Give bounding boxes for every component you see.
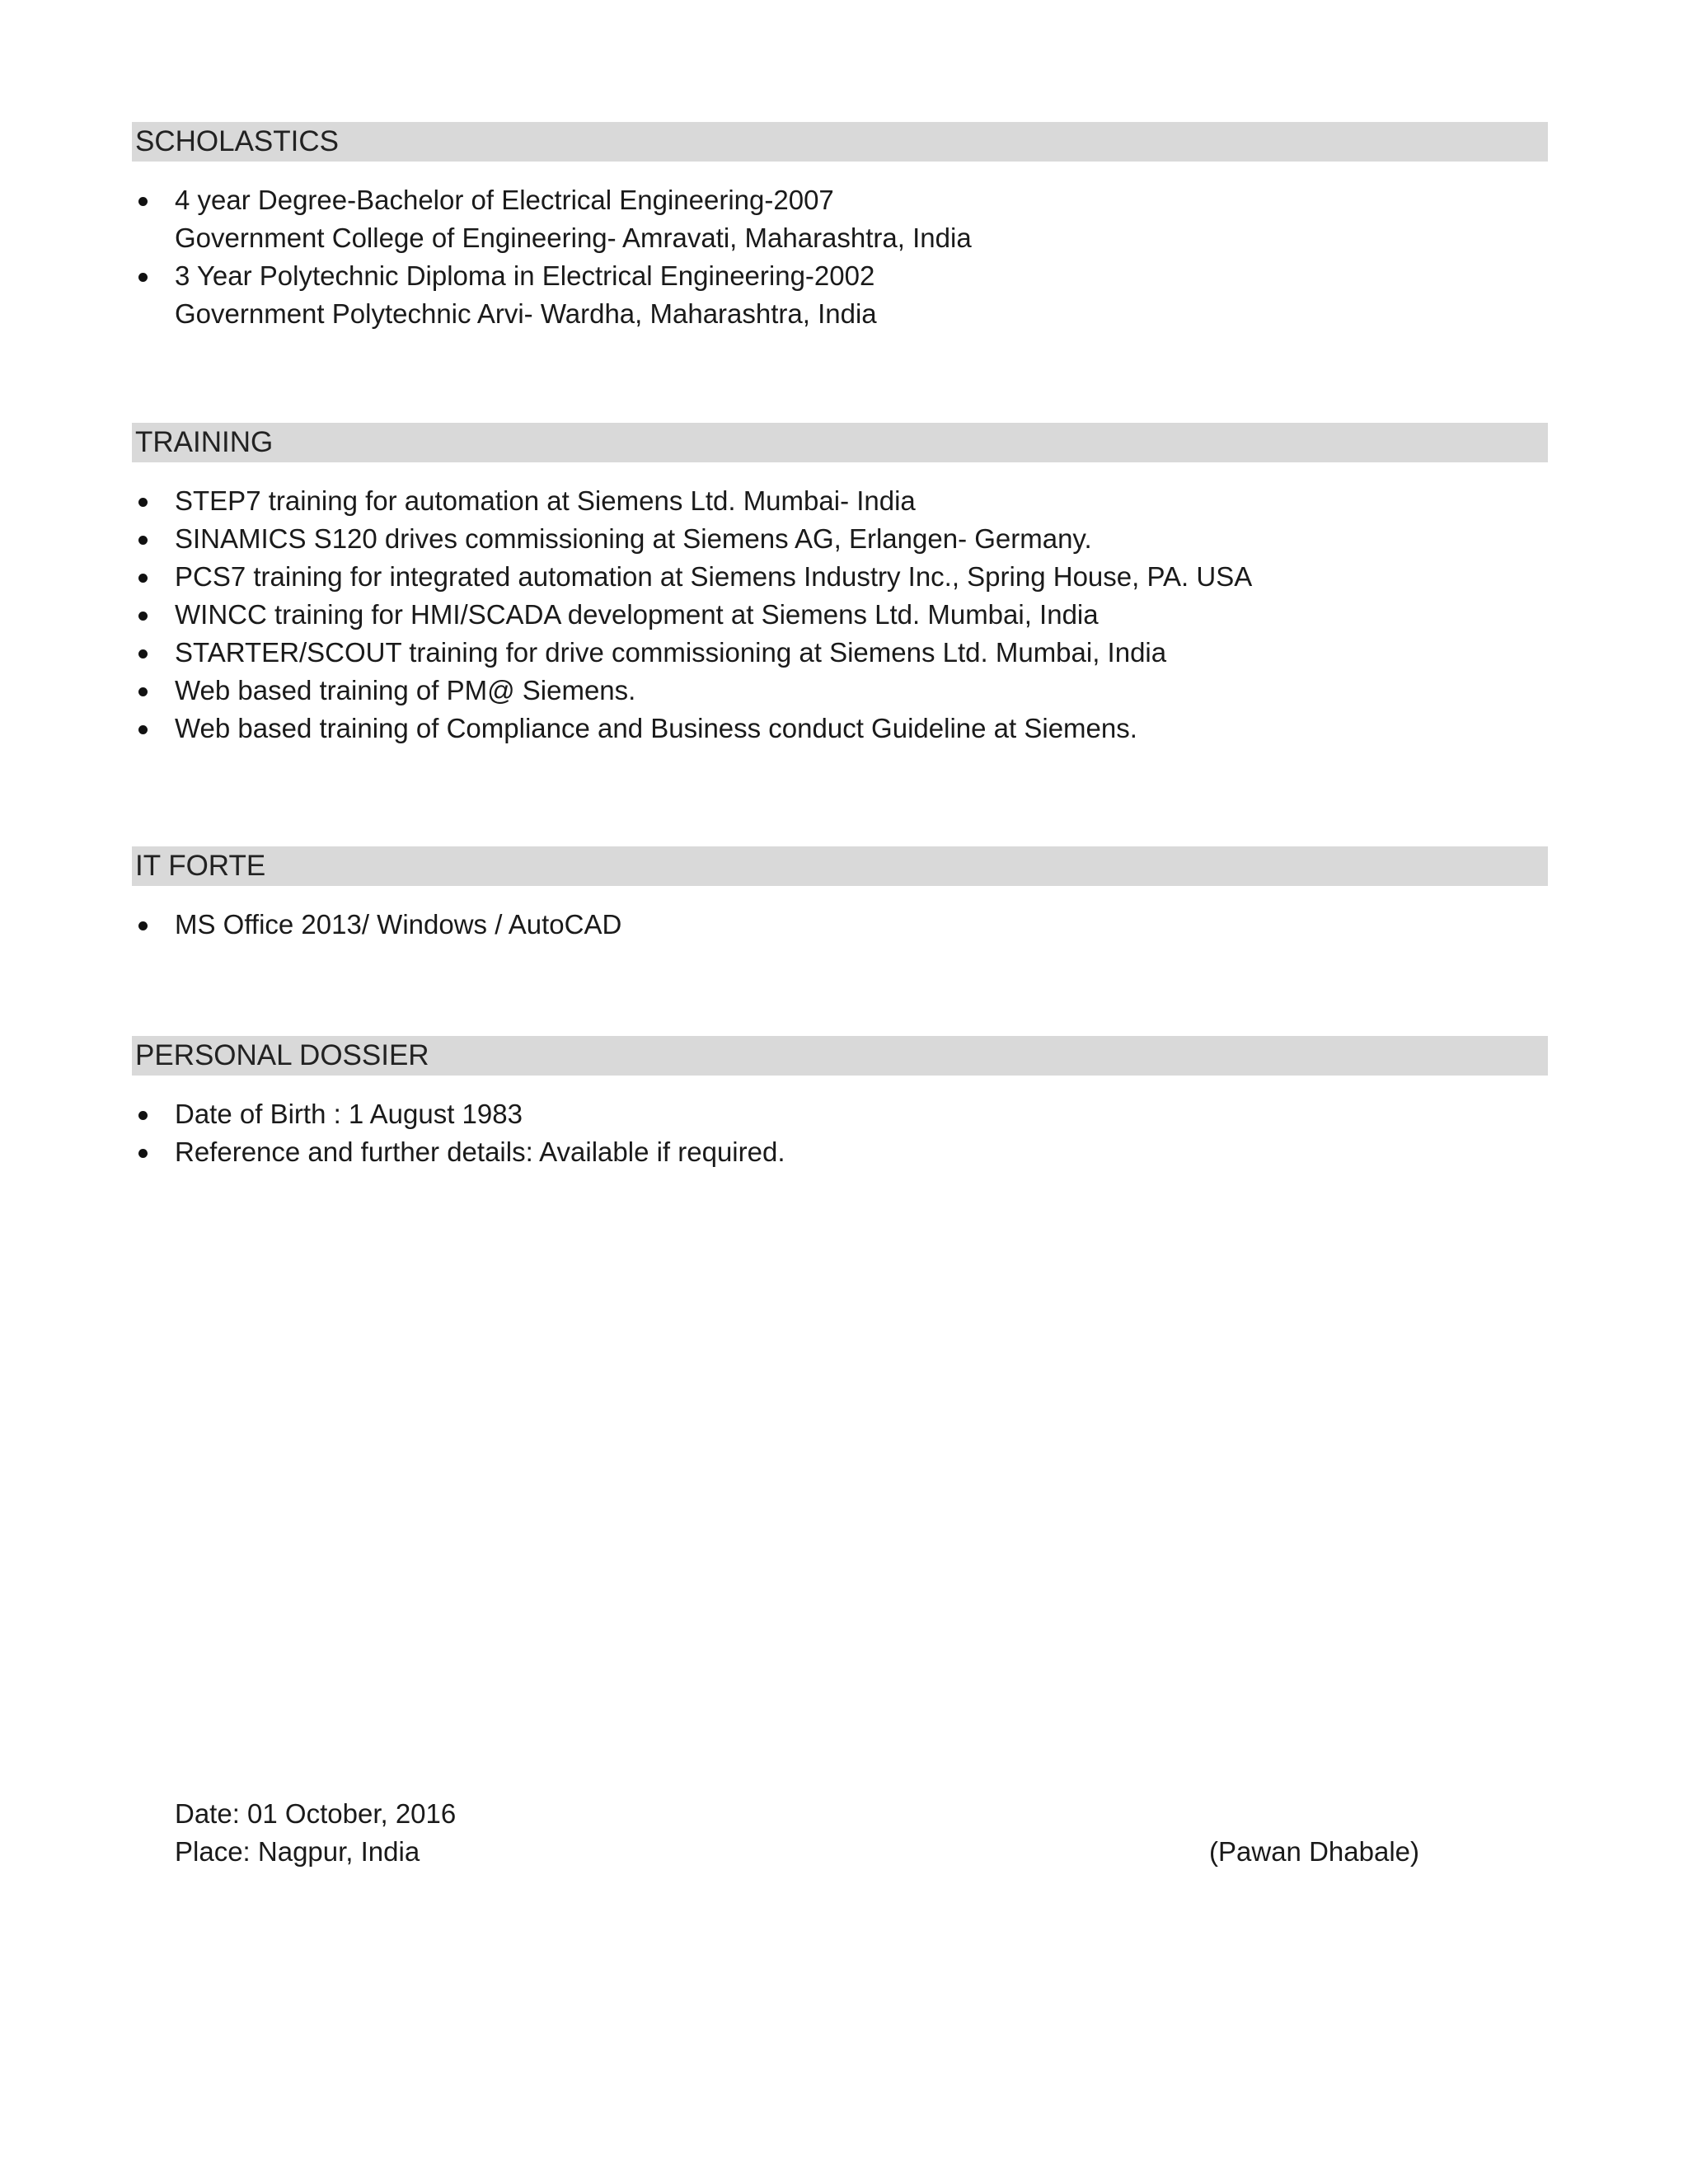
date-of-birth: Date of Birth : 1 August 1983: [175, 1099, 523, 1129]
list-item: [132, 1095, 1548, 1133]
diploma-title: 3 Year Polytechnic Diploma in Electrical Engineering-2002: [175, 260, 875, 291]
section-heading: SCHOLASTICS: [132, 122, 1548, 162]
bullet-icon: [138, 612, 148, 621]
list-item: [132, 558, 1548, 596]
bullet-icon: [138, 536, 148, 545]
degree-institution: Government College of Engineering- Amravati, Maharashtra, India: [175, 223, 972, 253]
bullet-icon: [138, 725, 148, 734]
bullet-icon: [138, 921, 148, 930]
list-item: [132, 596, 1548, 634]
diploma-institution: Government Polytechnic Arvi- Wardha, Maharashtra, India: [175, 298, 877, 329]
list-item: [132, 1133, 1548, 1171]
personal-dossier-list: [132, 1095, 1548, 1171]
reference-details: Reference and further details: Available if required.: [175, 1137, 785, 1167]
section-personal-dossier: [132, 1036, 1548, 1171]
training-item-text: WINCC training for HMI/SCADA development at Siemens Ltd. Mumbai, India: [175, 599, 1099, 630]
list-item: [132, 482, 1548, 520]
section-scholastics: [132, 122, 1548, 333]
section-it-forte: [132, 846, 1548, 944]
list-item: [132, 710, 1548, 748]
footer: [175, 1795, 1419, 1871]
training-item-text: Web based training of Compliance and Business conduct Guideline at Siemens.: [175, 713, 1137, 743]
training-item-text: Web based training of PM@ Siemens.: [175, 675, 636, 705]
bullet-icon: [138, 574, 148, 583]
footer-date-row: [175, 1795, 1419, 1833]
bullet-icon: [138, 273, 148, 282]
bullet-icon: [138, 1149, 148, 1158]
section-heading: IT FORTE: [132, 846, 1548, 886]
training-item-text: SINAMICS S120 drives commissioning at Siemens AG, Erlangen- Germany.: [175, 523, 1092, 554]
bullet-icon: [138, 687, 148, 696]
bullet-icon: [138, 649, 148, 658]
it-skill-text: MS Office 2013/ Windows / AutoCAD: [175, 909, 622, 940]
degree-title: 4 year Degree-Bachelor of Electrical Engineering-2007: [175, 185, 834, 215]
bullet-icon: [138, 498, 148, 507]
scholastics-list: [132, 181, 1548, 333]
section-heading: PERSONAL DOSSIER: [132, 1036, 1548, 1076]
it-forte-list: [132, 906, 1548, 944]
training-item-text: STARTER/SCOUT training for drive commissioning at Siemens Ltd. Mumbai, India: [175, 637, 1167, 668]
footer-date: Date: 01 October, 2016: [175, 1798, 457, 1829]
training-item-text: PCS7 training for integrated automation at Siemens Industry Inc., Spring House, PA. USA: [175, 561, 1253, 592]
signature-name: (Pawan Dhabale): [1209, 1836, 1419, 1867]
list-item: [132, 181, 1548, 257]
list-item: [132, 257, 1548, 333]
section-training: [132, 423, 1548, 748]
bullet-icon: [138, 197, 148, 206]
footer-place: Place: Nagpur, India: [175, 1836, 420, 1867]
list-item: [132, 672, 1548, 710]
footer-place-row: [175, 1833, 1419, 1871]
section-heading: TRAINING: [132, 423, 1548, 462]
list-item: [132, 634, 1548, 672]
training-item-text: STEP7 training for automation at Siemens Ltd. Mumbai- India: [175, 485, 916, 516]
list-item: [132, 520, 1548, 558]
bullet-icon: [138, 1111, 148, 1120]
list-item: [132, 906, 1548, 944]
training-list: [132, 482, 1548, 748]
